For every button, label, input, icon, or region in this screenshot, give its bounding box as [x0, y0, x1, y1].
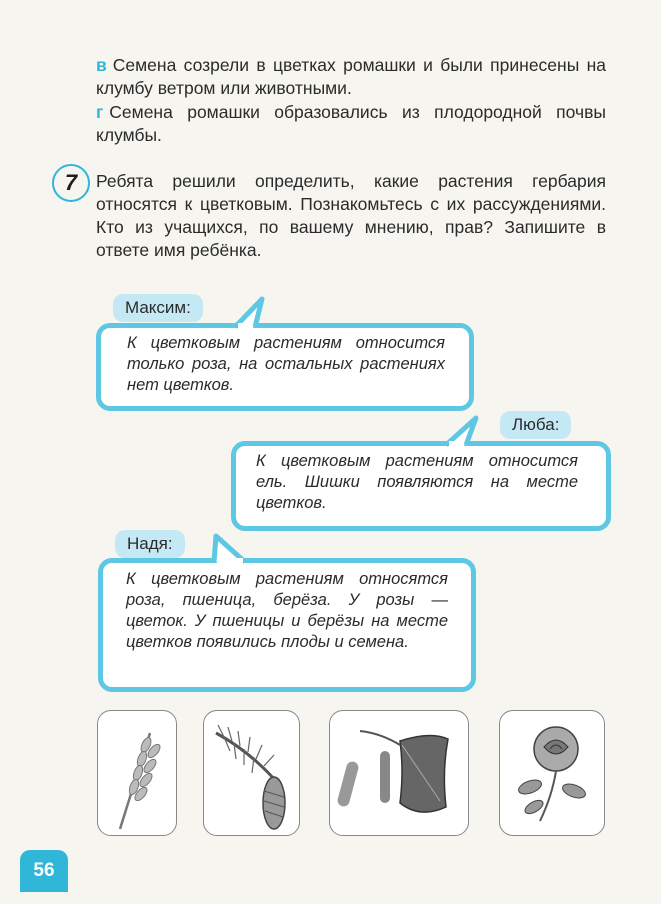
speech-text-nadya: К цветковым растениям относятся роза, пшеница, берёза. У розы — цветок. У пшеницы и берёзы на месте цветков появились плоды и семена. — [126, 570, 448, 651]
tail-maxim — [235, 299, 262, 327]
speaker-name-nadya: Надя: — [115, 530, 185, 558]
page-number: 56 — [20, 850, 68, 892]
birch-icon — [330, 711, 468, 835]
tail-lyuba-cover — [449, 441, 464, 450]
tail-nadya-cover — [217, 558, 243, 567]
picture-spruce — [203, 710, 300, 836]
option-text: Семена ромашки образовались из плодородной почвы клумбы. — [96, 102, 606, 145]
rose-icon — [500, 711, 604, 835]
speech-text-maxim: К цветковым растениям относится только роза, на остальных растениях нет цветков. — [127, 334, 445, 394]
tail-maxim-cover — [238, 323, 253, 332]
option-text: Семена созрели в цветках ромашки и были принесены на клумбу ветром или животными. — [96, 55, 606, 98]
task-question: Ребята решили определить, какие растения гербария относятся к цветковым. Познакомьтесь с их рассуждениями. Кто из учащихся, по вашему мнению, прав? Запишите в ответе имя ребёнка. — [96, 171, 606, 260]
task-number: 7 — [64, 170, 78, 195]
tail-lyuba — [446, 418, 476, 445]
picture-rose — [499, 710, 605, 836]
spruce-icon — [204, 711, 299, 835]
speaker-name-maxim: Максим: — [113, 294, 203, 322]
option-letter: в — [96, 55, 107, 75]
speech-text-lyuba: К цветковым растениям относится ель. Шишки появляются на месте цветков. — [256, 452, 578, 512]
picture-birch — [329, 710, 469, 836]
wheat-icon — [98, 711, 176, 835]
speaker-name-lyuba: Люба: — [500, 411, 571, 439]
option-letter: г — [96, 102, 104, 122]
picture-wheat — [97, 710, 177, 836]
